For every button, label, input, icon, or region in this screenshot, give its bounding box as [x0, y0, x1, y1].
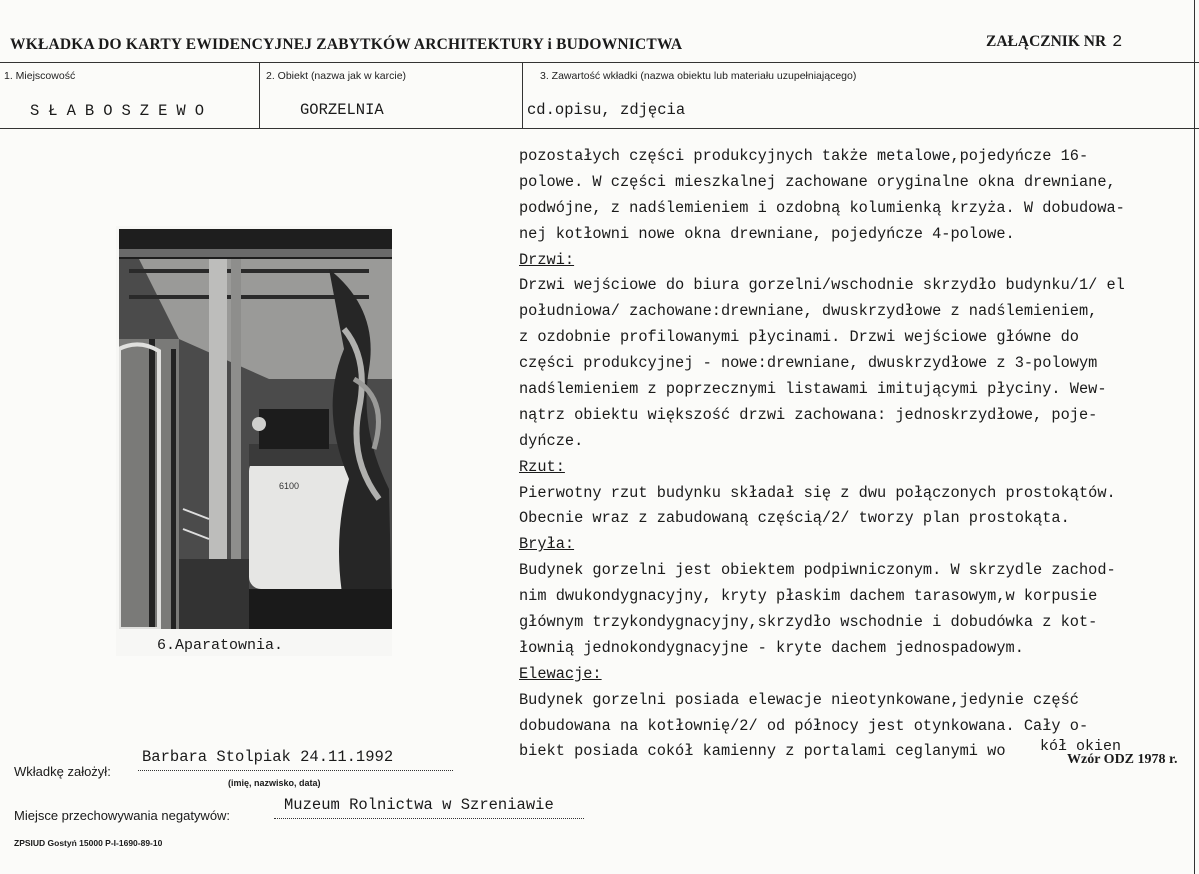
field-top-border	[0, 62, 1199, 63]
template-label: Wzór ODZ 1978 r.	[1067, 752, 1178, 767]
text-line: nej kotłowni nowe okna drewniane, pojedyńcze 4-polowe.	[519, 224, 1015, 243]
author-hint: (imię, nazwisko, data)	[228, 778, 321, 788]
section-heading: Drzwi:	[519, 250, 575, 269]
text-line: biekt posiada cokół kamienny z portalami ceglanymi wo	[519, 742, 1006, 761]
text-line: z ozdobnie profilowanymi płycinami. Drzwi wejściowe główne do	[519, 328, 1079, 347]
printer-line: ZPSIUD Gostyń 15000 P-I-1690-89-10	[14, 838, 163, 848]
text-line: dyńcze.	[519, 431, 584, 450]
section-heading: Bryła:	[519, 535, 575, 554]
locality-label: 1. Miejscowość	[4, 70, 76, 82]
text-line: Drzwi wejściowe do biura gorzelni/wschodnie skrzydło budynku/1/ el	[519, 276, 1125, 295]
author-underline	[138, 770, 453, 771]
annex-label: ZAŁĄCZNIK NR	[986, 33, 1107, 50]
text-line: Obecnie wraz z zabudowaną częścią/2/ tworzy plan prostokąta.	[519, 509, 1070, 528]
section-heading: Rzut:	[519, 457, 565, 476]
text-line: Pierwotny rzut budynku składał się z dwu połączonych prostokątów.	[519, 483, 1116, 502]
locality-value: SŁABOSZEWO	[30, 102, 214, 120]
negatives-underline	[274, 818, 584, 819]
contents-label: 3. Zawartość wkładki (nazwa obiektu lub materiału uzupełniającego)	[540, 70, 857, 82]
annex-number	[986, 33, 1122, 52]
text-line: nątrz obiektu większość drzwi zachowana: jednoskrzydłowe, poje-	[519, 405, 1098, 424]
object-label: 2. Obiekt (nazwa jak w karcie)	[266, 70, 407, 82]
negatives-label: Miejsce przechowywania negatywów:	[14, 808, 231, 823]
section-heading: Elewacje:	[519, 664, 602, 683]
text-line: pozostałych części produkcyjnych także metalowe,pojedyńcze 16-	[519, 147, 1089, 165]
author-label: Wkładkę założył:	[14, 764, 111, 779]
text-line: polowe. W części mieszkalnej zachowane oryginalne okna drewniane,	[519, 172, 1116, 191]
field-bottom-border	[0, 128, 1199, 129]
object-value: GORZELNIA	[300, 101, 384, 119]
text-line: południowa/ zachowane:drewniane, dwuskrzydłowe z nadślemieniem,	[519, 302, 1098, 321]
photo-vessel-label: 6100	[279, 481, 300, 491]
text-line: części produkcyjnej - nowe:drewniane, dwuskrzydłowe z 3-polowym	[519, 354, 1098, 373]
photo-illustration	[119, 229, 392, 629]
form-title: WKŁADKA DO KARTY EWIDENCYJNEJ ZABYTKÓW ARCHITEKTURY i BUDOWNICTWA	[10, 36, 683, 53]
annex-value: 2	[1112, 33, 1123, 52]
text-line: Budynek gorzelni posiada elewacje nieotynkowane,jedynie część	[519, 690, 1079, 709]
field-divider-2	[522, 62, 523, 128]
field-divider-1	[259, 62, 260, 128]
text-line: nim dwukondygnacyjny, kryty płaskim dachem tarasowym,w korpusie	[519, 587, 1098, 606]
text-line: nadślemieniem z poprzecznymi listawami imitującymi płyciny. Wew-	[519, 380, 1107, 399]
text-line: łownią jednokondygnacyjne - kryte dachem jednospadowym.	[519, 638, 1024, 657]
text-line: Budynek gorzelni jest obiektem podpiwniczonym. W skrzydle zachod-	[519, 561, 1116, 580]
photo-caption: 6.Aparatownia.	[157, 637, 284, 654]
author-value: Barbara Stolpiak 24.11.1992	[142, 748, 394, 766]
description-text	[519, 144, 1199, 765]
text-line: głównym trzykondygnacyjny,skrzydło wschodnie i dobudówka z kot-	[519, 613, 1098, 632]
overlapping-text: kół okien	[1040, 738, 1122, 755]
negatives-value: Muzeum Rolnictwa w Szreniawie	[284, 796, 554, 814]
text-line: podwójne, z nadślemieniem i ozdobną kolumienką krzyża. W dobudowa-	[519, 198, 1125, 217]
photo-aparatownia	[119, 229, 392, 629]
text-line: dobudowana na kotłownię/2/ od północy jest otynkowana. Cały o-	[519, 716, 1089, 735]
contents-value: cd.opisu, zdjęcia	[527, 101, 686, 119]
